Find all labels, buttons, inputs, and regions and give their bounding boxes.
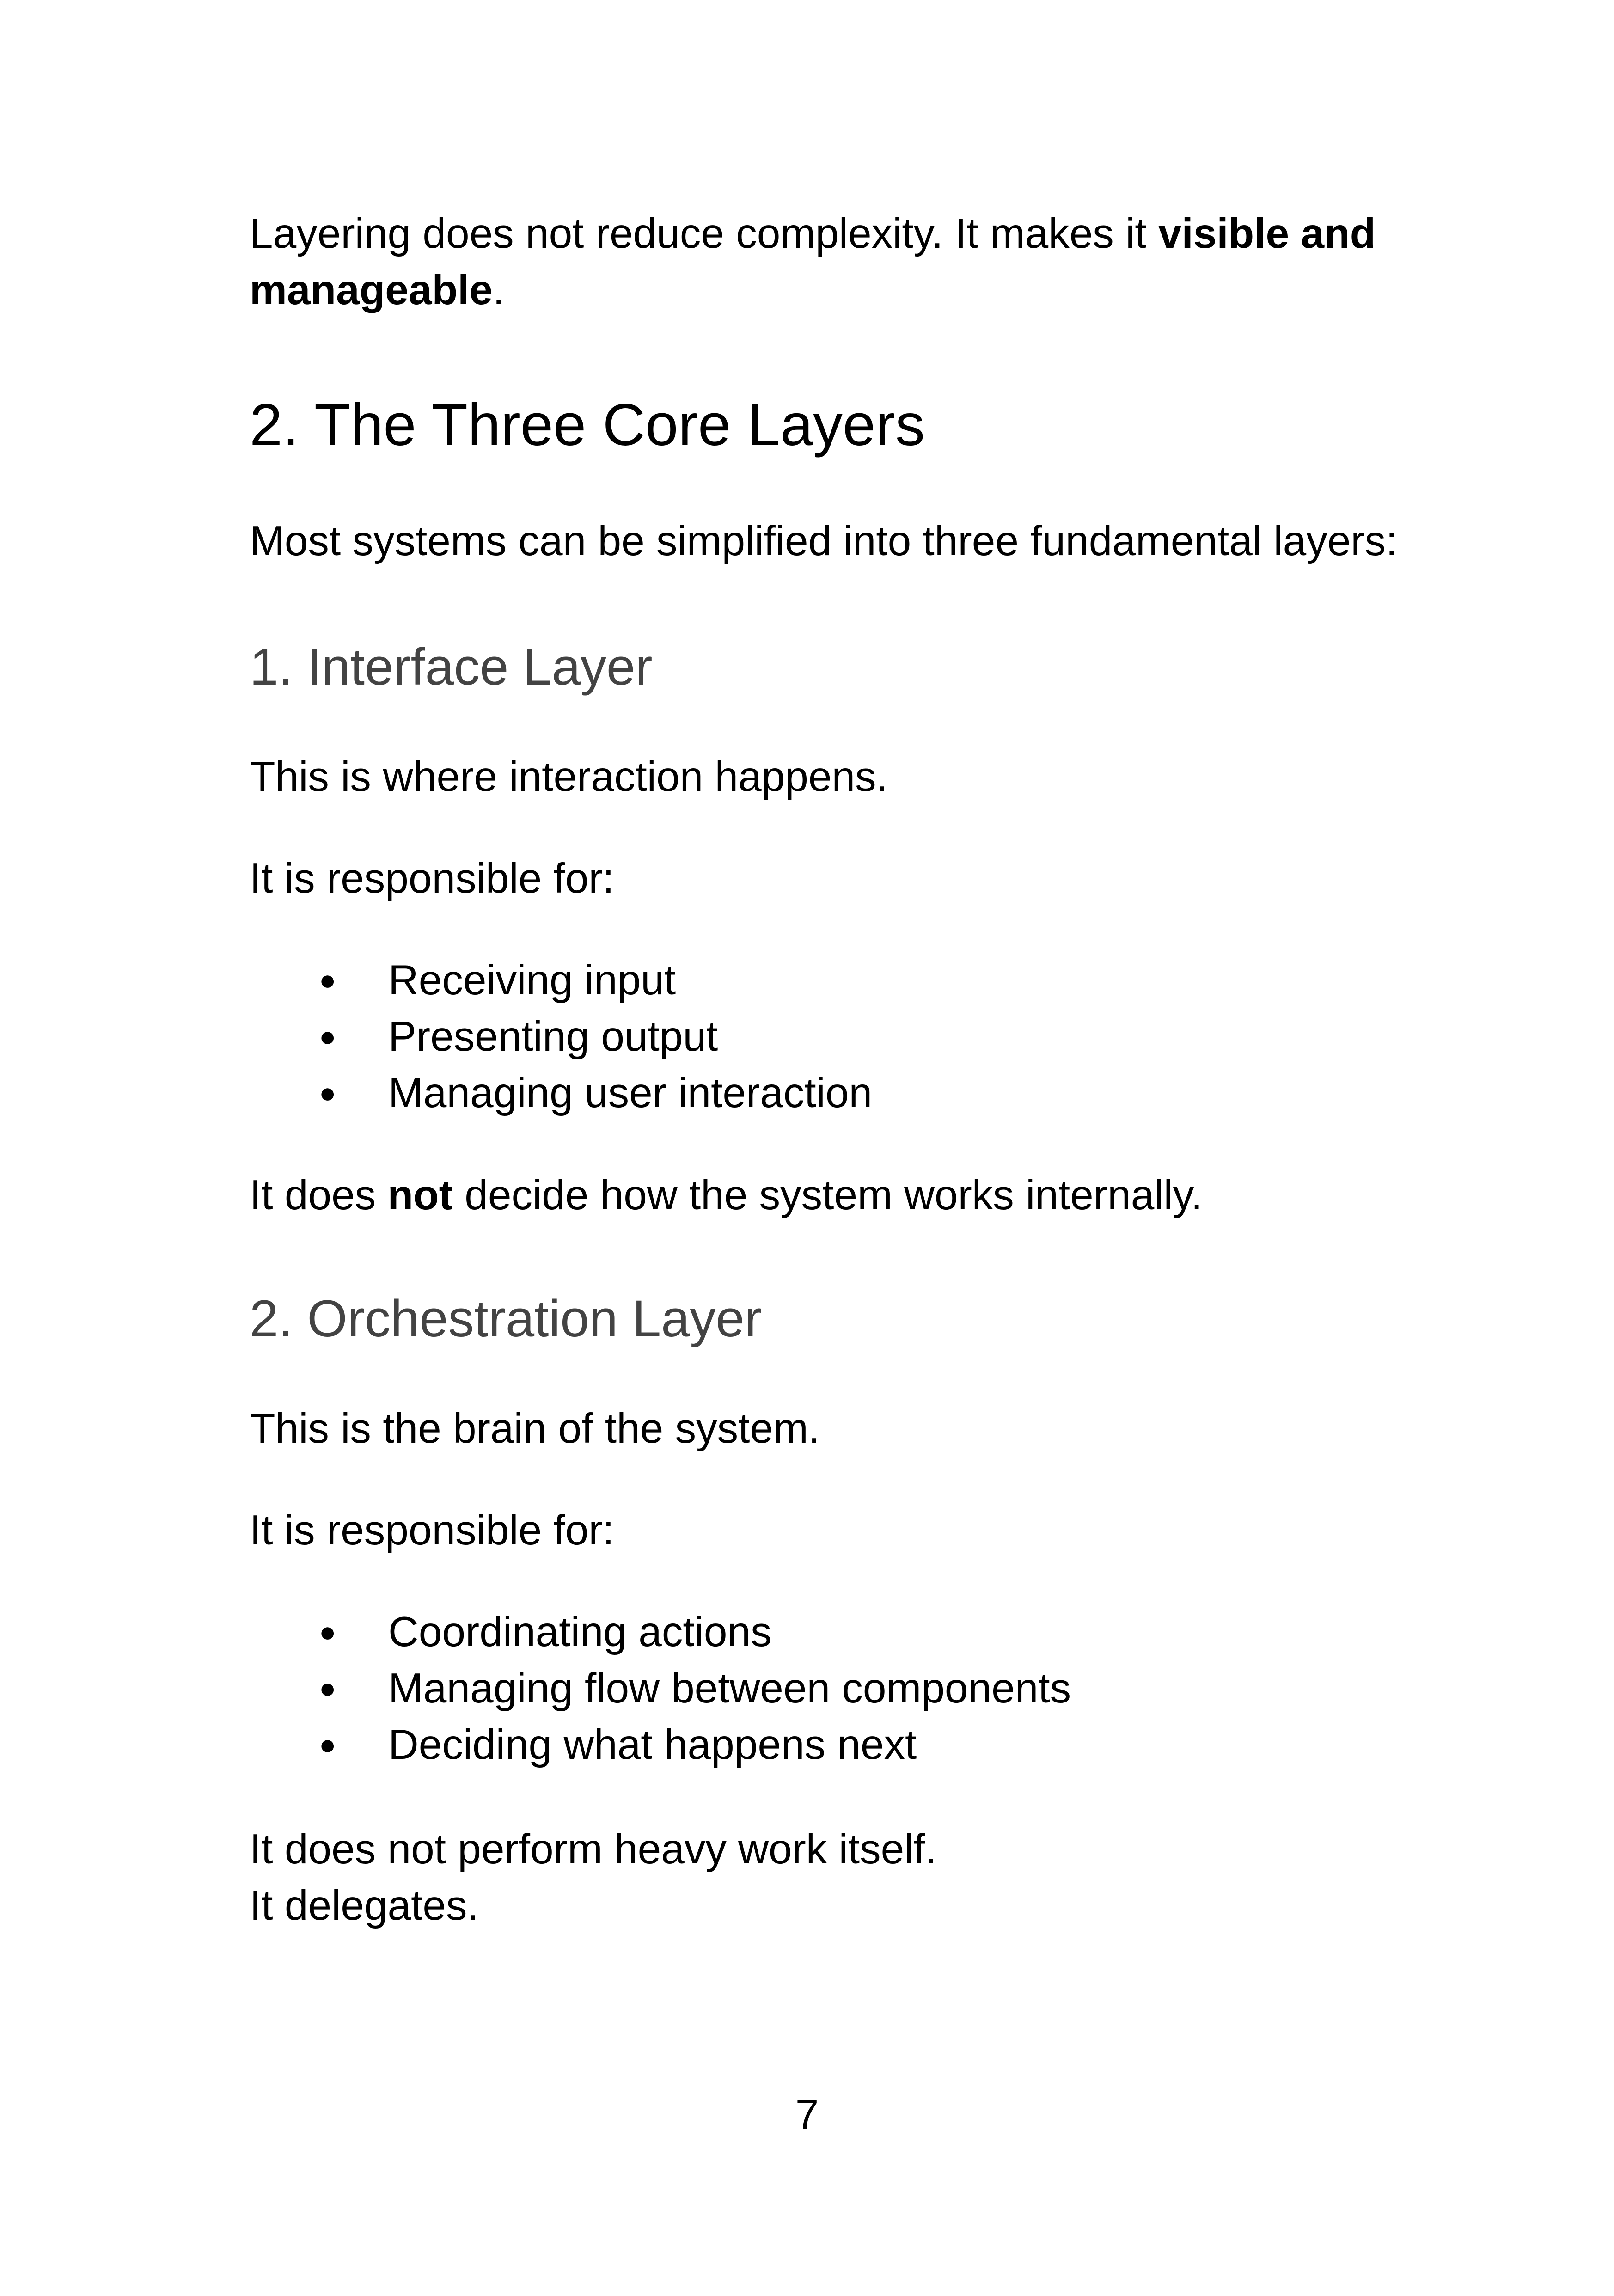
- intro-emphasis: visible and: [1158, 210, 1376, 257]
- list-item: [250, 1604, 1071, 1660]
- interface-layer-description: This is where interaction happens.: [250, 753, 888, 800]
- intro-emphasis-continued: manageable: [250, 267, 493, 313]
- list-item-text: Coordinating actions: [388, 1609, 772, 1655]
- bullet-icon: ●: [319, 1729, 336, 1761]
- list-item-text: Deciding what happens next: [388, 1721, 917, 1768]
- bullet-icon: ●: [319, 1021, 336, 1053]
- intro-text: Layering does not reduce complexity. It makes it: [250, 210, 1158, 257]
- bullet-icon: ●: [319, 1672, 336, 1704]
- page-number: 7: [795, 2092, 819, 2138]
- orchestration-layer-note: [250, 1821, 937, 1934]
- note-text-continued: decide how the system works internally.: [452, 1172, 1203, 1218]
- interface-layer-responsibility-intro: It is responsible for:: [250, 855, 615, 902]
- orchestration-layer-heading: 2. Orchestration Layer: [250, 1290, 762, 1347]
- list-item: [250, 1065, 872, 1121]
- section-heading: 2. The Three Core Layers: [250, 392, 925, 458]
- list-item: [250, 1009, 872, 1065]
- orchestration-layer-description: This is the brain of the system.: [250, 1405, 820, 1452]
- list-item: [250, 952, 872, 1009]
- bullet-icon: ●: [319, 1616, 336, 1648]
- orchestration-layer-bullet-list: [250, 1604, 1071, 1773]
- interface-layer-bullet-list: [250, 952, 872, 1121]
- list-item-text: Managing flow between components: [388, 1665, 1071, 1712]
- intro-period: .: [493, 267, 505, 313]
- bullet-icon: ●: [319, 1077, 336, 1109]
- note-text: It does: [250, 1172, 388, 1218]
- note-line-2: It delegates.: [250, 1882, 479, 1929]
- list-item-text: Presenting output: [388, 1013, 718, 1060]
- list-item: [250, 1660, 1071, 1717]
- orchestration-layer-responsibility-intro: It is responsible for:: [250, 1507, 615, 1554]
- bullet-icon: ●: [319, 964, 336, 996]
- list-item-text: Receiving input: [388, 957, 676, 1004]
- note-line-1: It does not perform heavy work itself.: [250, 1826, 937, 1873]
- list-item: [250, 1717, 1071, 1773]
- interface-layer-heading: 1. Interface Layer: [250, 638, 653, 696]
- section-intro: Most systems can be simplified into three fundamental layers:: [250, 518, 1398, 564]
- interface-layer-note: [250, 1167, 1203, 1224]
- intro-paragraph: [250, 206, 1376, 318]
- list-item-text: Managing user interaction: [388, 1070, 873, 1116]
- note-emphasis: not: [387, 1172, 453, 1218]
